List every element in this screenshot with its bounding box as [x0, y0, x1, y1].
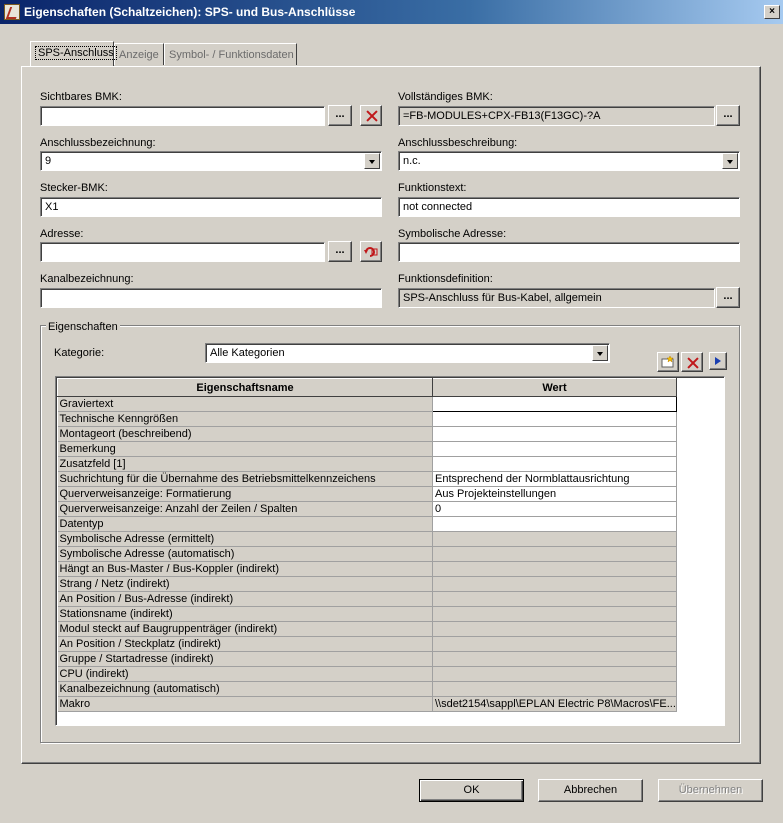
- sichtbares-bmk-browse-button[interactable]: ...: [328, 105, 352, 126]
- property-value-cell: [433, 667, 677, 682]
- property-value-cell: [433, 682, 677, 697]
- funktionsdefinition-browse-button[interactable]: ...: [716, 287, 740, 308]
- property-name-cell: An Position / Bus-Adresse (indirekt): [58, 592, 433, 607]
- vollstaendiges-bmk-field: =FB-MODULES+CPX-FB13(F13GC)-?A: [398, 106, 715, 126]
- chevron-down-icon[interactable]: [364, 153, 380, 169]
- adresse-label: Adresse:: [40, 228, 84, 240]
- property-value-cell[interactable]: Entsprechend der Normblattausrichtung: [433, 472, 677, 487]
- property-name-cell: Bemerkung: [58, 442, 433, 457]
- table-row[interactable]: [58, 667, 677, 682]
- new-item-icon: [660, 355, 676, 369]
- property-value-cell[interactable]: [433, 457, 677, 472]
- property-name-cell: Symbolische Adresse (ermittelt): [58, 532, 433, 547]
- table-row[interactable]: [58, 427, 677, 442]
- property-name-cell: Datentyp: [58, 517, 433, 532]
- eigenschaften-group-title: Eigenschaften: [48, 321, 118, 333]
- play-arrow-icon: [713, 356, 723, 366]
- property-name-cell: Montageort (beschreibend): [58, 427, 433, 442]
- symbolische-adresse-label: Symbolische Adresse:: [398, 228, 507, 240]
- sichtbares-bmk-input[interactable]: [40, 106, 325, 126]
- property-name-cell: Makro: [58, 697, 433, 712]
- table-row[interactable]: [58, 532, 677, 547]
- window-title: Eigenschaften (Schaltzeichen): SPS- und Bus-Anschlüsse: [24, 5, 356, 19]
- chevron-down-icon[interactable]: [592, 345, 608, 361]
- property-value-cell: [433, 532, 677, 547]
- tab-label: Anzeige: [119, 49, 159, 61]
- property-value-cell: [433, 622, 677, 637]
- property-value-cell[interactable]: [433, 412, 677, 427]
- funktionstext-label: Funktionstext:: [398, 182, 467, 194]
- property-name-cell: CPU (indirekt): [58, 667, 433, 682]
- sichtbares-bmk-label: Sichtbares BMK:: [40, 91, 122, 103]
- column-header-name[interactable]: Eigenschaftsname: [58, 379, 433, 397]
- property-name-cell: Modul steckt auf Baugruppenträger (indirekt): [58, 622, 433, 637]
- property-name-cell: Querverweisanzeige: Anzahl der Zeilen / Spalten: [58, 502, 433, 517]
- kategorie-value: Alle Kategorien: [210, 347, 285, 359]
- tab-anzeige[interactable]: [114, 43, 164, 65]
- properties-grid[interactable]: [55, 376, 725, 726]
- column-header-value[interactable]: Wert: [433, 379, 677, 397]
- table-row[interactable]: [58, 562, 677, 577]
- funktionstext-input[interactable]: not connected: [398, 197, 740, 217]
- table-row[interactable]: [58, 502, 677, 517]
- table-row[interactable]: [58, 517, 677, 532]
- property-name-cell: An Position / Steckplatz (indirekt): [58, 637, 433, 652]
- property-value-cell[interactable]: [433, 427, 677, 442]
- chevron-down-icon[interactable]: [722, 153, 738, 169]
- adresse-input[interactable]: [40, 242, 325, 262]
- ok-button[interactable]: OK: [419, 779, 524, 802]
- property-value-cell: [433, 577, 677, 592]
- vollstaendiges-bmk-label: Vollständiges BMK:: [398, 91, 493, 103]
- property-value-cell: [433, 562, 677, 577]
- cancel-button[interactable]: Abbrechen: [538, 779, 643, 802]
- tab-sps-anschluss[interactable]: [30, 41, 114, 66]
- property-name-cell: Suchrichtung für die Übernahme des Betriebsmittelkennzeichens: [58, 472, 433, 487]
- adresse-browse-button[interactable]: ...: [328, 241, 352, 262]
- anschlussbeschreibung-combo[interactable]: [398, 151, 740, 171]
- table-row[interactable]: [58, 487, 677, 502]
- property-value-cell: \\sdet2154\sappl\EPLAN Electric P8\Macros\FE...: [433, 697, 677, 712]
- apply-button[interactable]: Übernehmen: [658, 779, 763, 802]
- property-value-cell[interactable]: 0: [433, 502, 677, 517]
- table-row[interactable]: [58, 472, 677, 487]
- tab-label: SPS-Anschluss: [35, 46, 117, 60]
- expand-button[interactable]: [709, 352, 727, 370]
- table-row[interactable]: [58, 412, 677, 427]
- property-name-cell: Stationsname (indirekt): [58, 607, 433, 622]
- delete-bmk-button[interactable]: [360, 105, 382, 126]
- vollstaendiges-bmk-browse-button[interactable]: ...: [716, 105, 740, 126]
- delete-icon: [687, 357, 699, 369]
- symbolische-adresse-input[interactable]: [398, 242, 740, 262]
- property-value-cell[interactable]: Aus Projekteinstellungen: [433, 487, 677, 502]
- property-name-cell: Graviertext: [58, 397, 433, 412]
- property-value-cell: [433, 652, 677, 667]
- table-row[interactable]: [58, 457, 677, 472]
- delete-property-button[interactable]: [681, 352, 703, 372]
- table-row[interactable]: [58, 637, 677, 652]
- property-value-cell[interactable]: [433, 517, 677, 532]
- table-row[interactable]: [58, 577, 677, 592]
- app-icon: [4, 4, 20, 20]
- property-value-cell: [433, 637, 677, 652]
- anschlussbeschreibung-value: n.c.: [403, 155, 421, 167]
- property-value-cell[interactable]: [433, 442, 677, 457]
- table-row[interactable]: [58, 607, 677, 622]
- table-row[interactable]: [58, 622, 677, 637]
- kanalbezeichnung-input[interactable]: [40, 288, 382, 308]
- tab-symbol-funktionsdaten[interactable]: [164, 43, 297, 65]
- title-bar: [0, 0, 783, 24]
- property-name-cell: Technische Kenngrößen: [58, 412, 433, 427]
- table-row[interactable]: [58, 397, 677, 412]
- property-name-cell: Symbolische Adresse (automatisch): [58, 547, 433, 562]
- close-button[interactable]: ×: [764, 5, 780, 19]
- delete-icon: [366, 110, 378, 122]
- table-row[interactable]: [58, 547, 677, 562]
- property-name-cell: Hängt an Bus-Master / Bus-Koppler (indirekt): [58, 562, 433, 577]
- table-row[interactable]: [58, 697, 677, 712]
- property-value-cell[interactable]: [433, 397, 677, 412]
- address-reset-button[interactable]: [360, 241, 382, 262]
- property-value-cell: [433, 592, 677, 607]
- table-row[interactable]: [58, 592, 677, 607]
- property-name-cell: Querverweisanzeige: Formatierung: [58, 487, 433, 502]
- anschlussbezeichnung-label: Anschlussbezeichnung:: [40, 137, 156, 149]
- funktionsdefinition-label: Funktionsdefinition:: [398, 273, 493, 285]
- tab-label: Symbol- / Funktionsdaten: [169, 49, 294, 61]
- anschlussbeschreibung-label: Anschlussbeschreibung:: [398, 137, 518, 149]
- anschlussbezeichnung-value: 9: [45, 155, 52, 167]
- anschlussbezeichnung-combo[interactable]: [40, 151, 382, 171]
- funktionsdefinition-field: SPS-Anschluss für Bus-Kabel, allgemein: [398, 288, 715, 308]
- reset-address-icon: [364, 246, 378, 258]
- new-property-button[interactable]: [657, 352, 679, 372]
- kategorie-label: Kategorie:: [54, 347, 105, 359]
- property-name-cell: Kanalbezeichnung (automatisch): [58, 682, 433, 697]
- table-row[interactable]: [58, 682, 677, 697]
- stecker-bmk-input[interactable]: X1: [40, 197, 382, 217]
- property-name-cell: Gruppe / Startadresse (indirekt): [58, 652, 433, 667]
- table-row[interactable]: [58, 442, 677, 457]
- table-row[interactable]: [58, 652, 677, 667]
- property-value-cell: [433, 547, 677, 562]
- properties-table: [57, 378, 677, 712]
- property-name-cell: Zusatzfeld [1]: [58, 457, 433, 472]
- property-value-cell: [433, 607, 677, 622]
- kategorie-combo[interactable]: [205, 343, 610, 363]
- kanalbezeichnung-label: Kanalbezeichnung:: [40, 273, 134, 285]
- property-name-cell: Strang / Netz (indirekt): [58, 577, 433, 592]
- stecker-bmk-label: Stecker-BMK:: [40, 182, 108, 194]
